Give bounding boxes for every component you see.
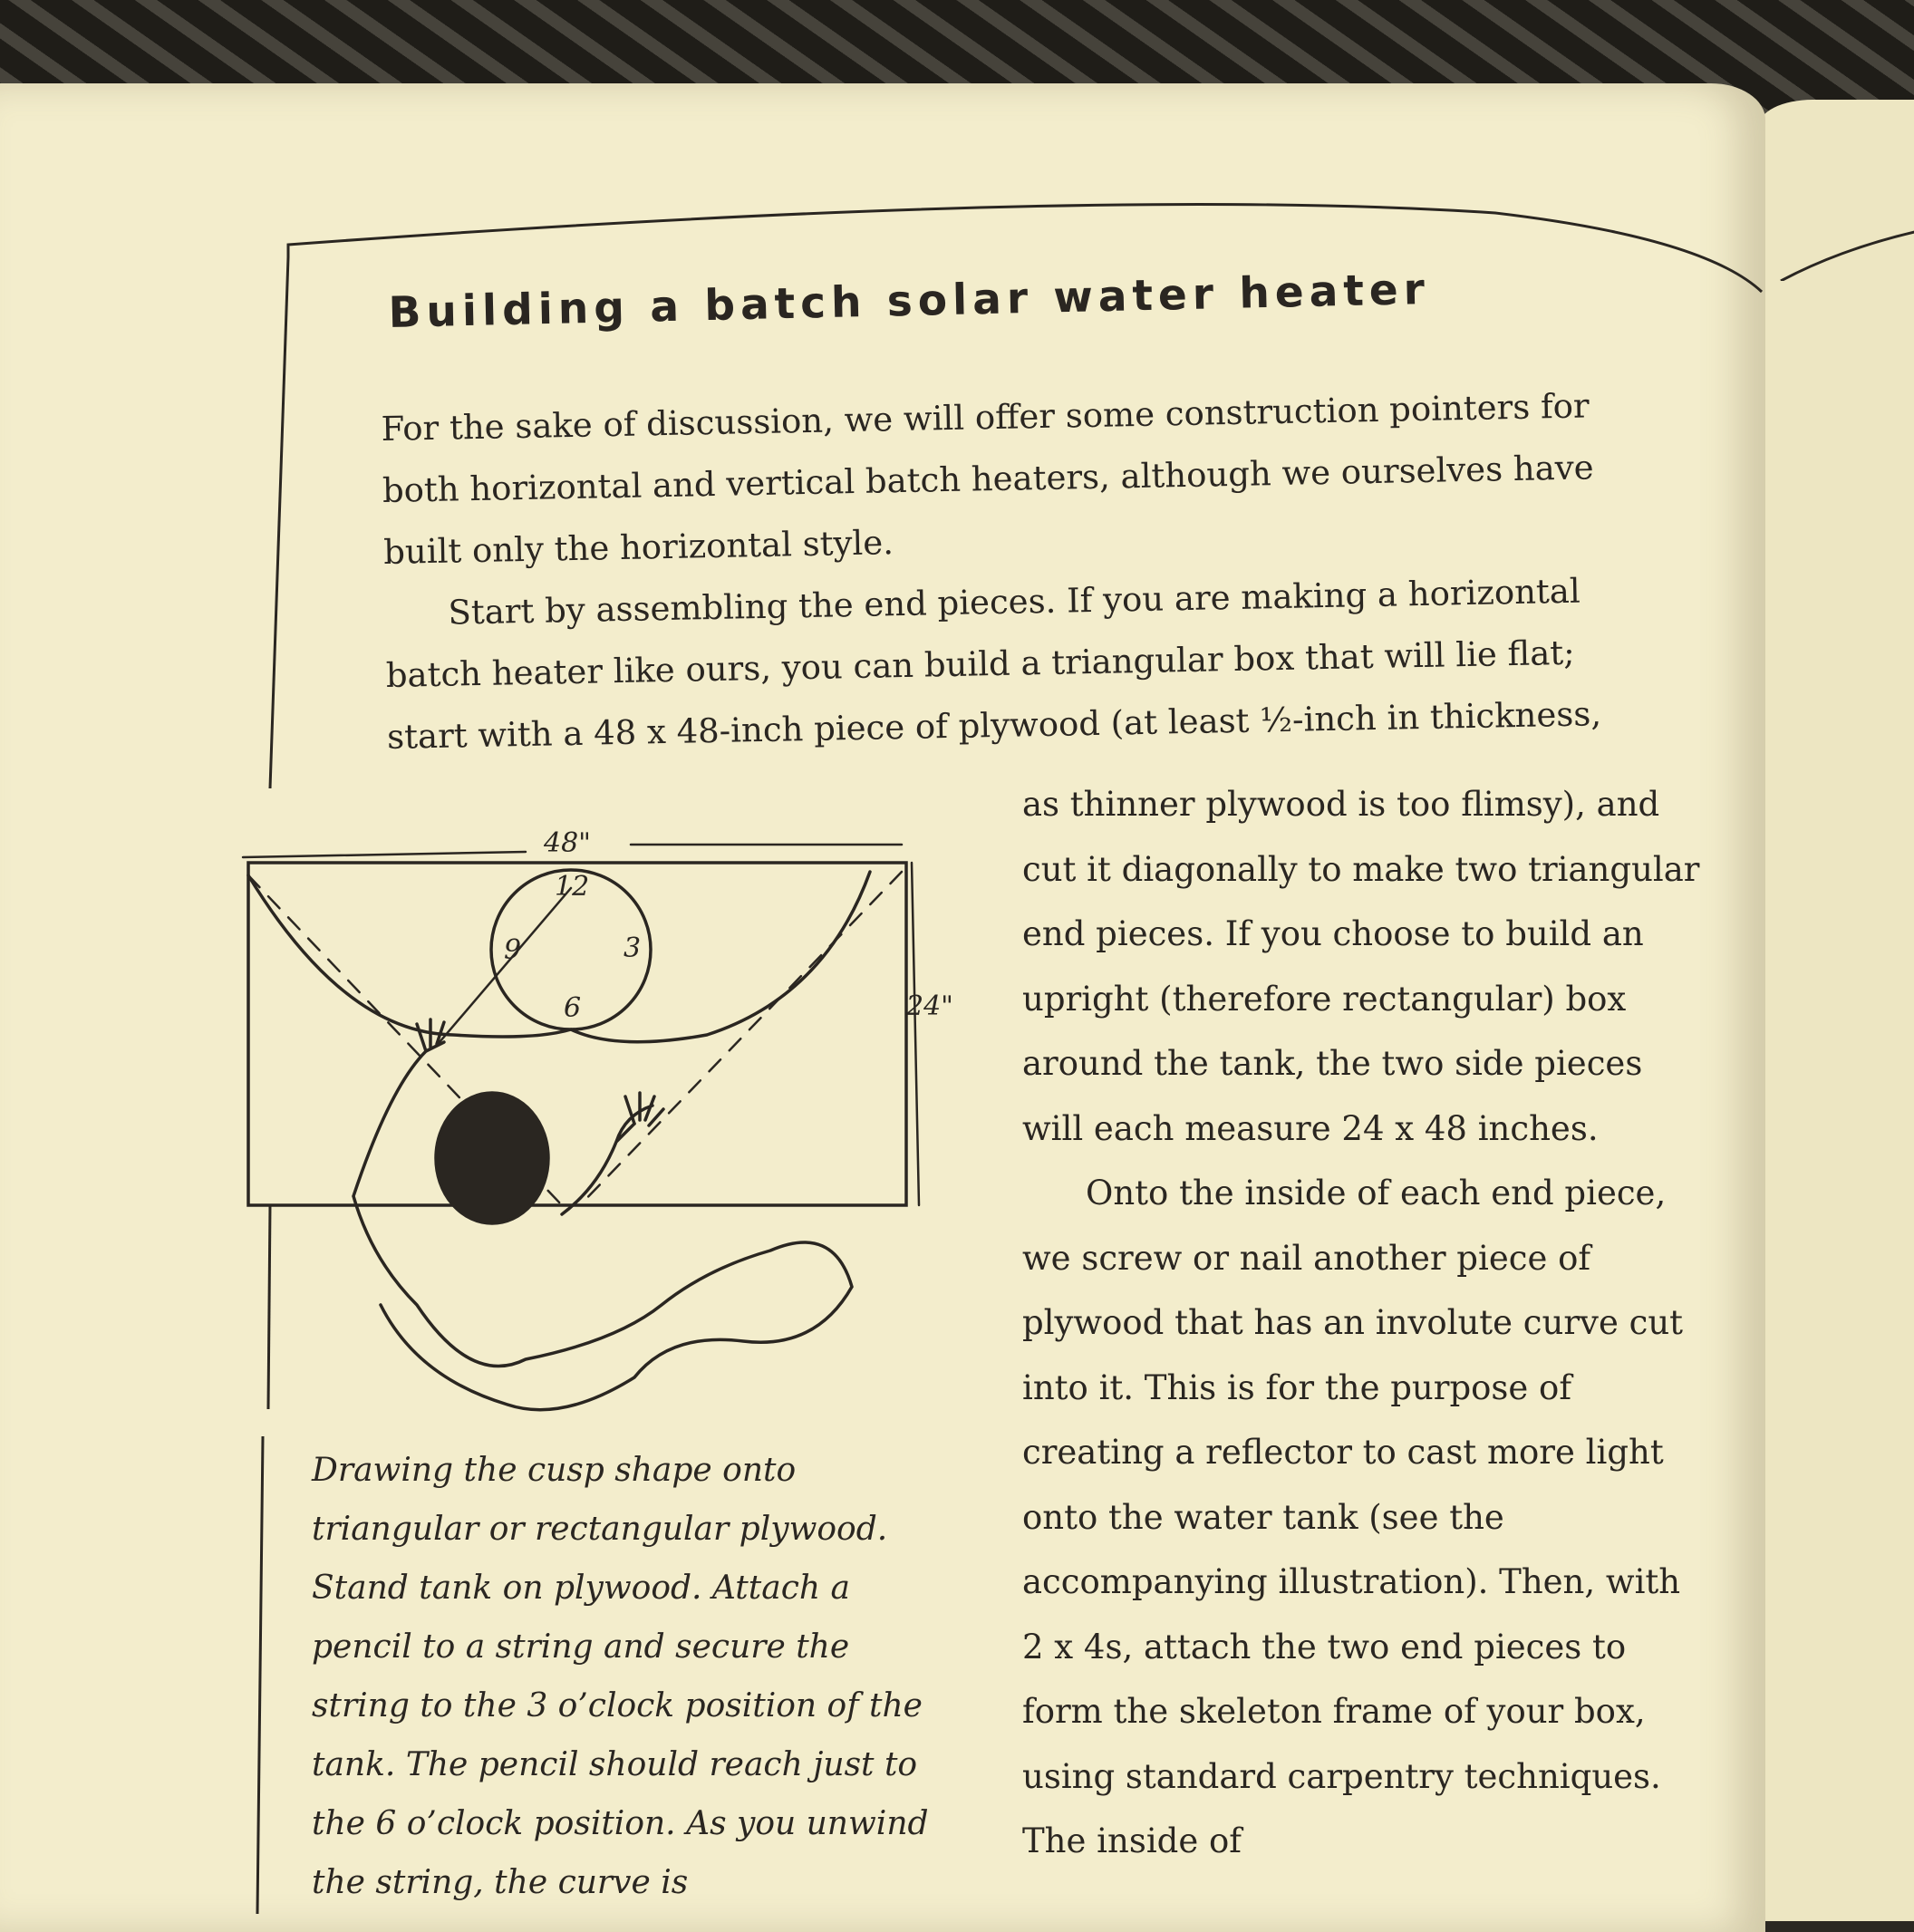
clock-9: 9 (504, 934, 522, 966)
paragraph-2-continued: as thinner plywood is too flimsy), and cut it diagonally to make two triangular end pieces. If you choose to build an upright (therefore rectangular) box around the tank, the two side pieces will each measure 24 x 48 inches. (1022, 785, 1700, 1148)
facing-page-rule (1758, 100, 1914, 281)
facing-page (1758, 100, 1914, 1921)
paragraph-2: Start by assembling the end pieces. If you are making a horizontal batch heater like ours, you can build a triangular box that will lie flat; start with a 48 x 48-inch piece of plywood (at least ½-inch in thickness, (385, 571, 1602, 757)
paragraph-1: For the sake of discussion, we will offer some construction pointers for both horizontal and vertical batch heaters, although we ourselves have built only the horizontal style. (381, 386, 1594, 572)
paragraph-3: Onto the inside of each end piece, we screw or nail another piece of plywood that has an involute curve cut into it. This is for the purpose of creating a reflector to cast more light onto the water tank (see the accompanying illustration). Then, with 2 x 4s, attach the two end pieces to form the skeleton frame of your box, using standard carpentry techniques. The inside of (1022, 1174, 1684, 1860)
clock-12: 12 (555, 871, 590, 903)
height-label: 24" (906, 990, 953, 1022)
sidebar-title: Building a batch solar water heater (388, 264, 1431, 338)
figure-caption: Drawing the cusp shape onto triangular or rectangular plywood. Stand tank on plywood. Attach a pencil to a string and secure the string to the 3 o’clock position of the tank. The pencil should reach just to the 6 o’clock position. As you unwind the string, the curve is (312, 1452, 929, 1901)
clock-3: 3 (624, 932, 642, 964)
plywood-outline (248, 863, 906, 1205)
clock-6: 6 (564, 992, 582, 1024)
intro-text (381, 374, 1657, 768)
illustration-cusp-drawing (236, 797, 961, 1432)
person-head (436, 1093, 548, 1223)
width-label: 48" (544, 827, 591, 859)
right-column-text (1022, 772, 1711, 1874)
